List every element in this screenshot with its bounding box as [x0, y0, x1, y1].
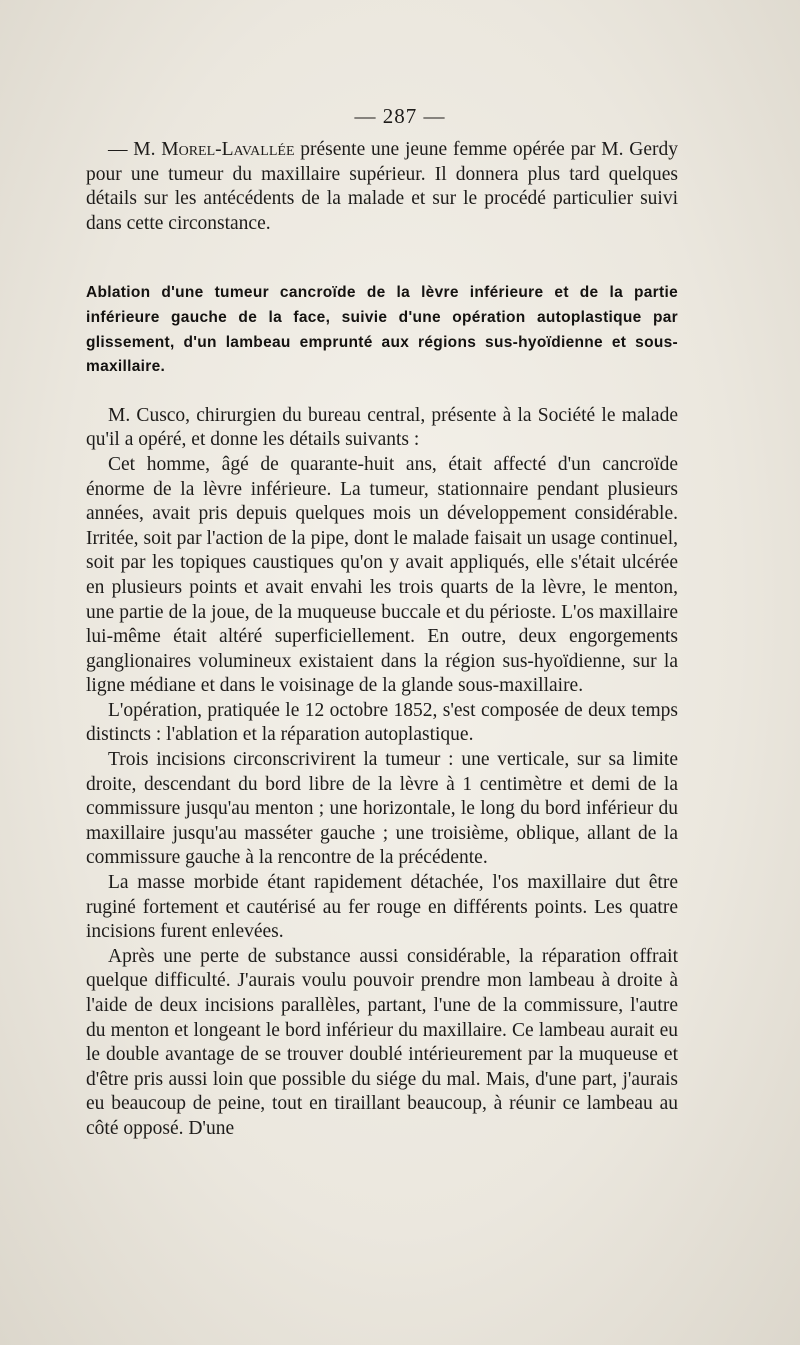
body-paragraph-5: La masse morbide étant rapidement détachée, l'os maxillaire dut être ruginé fortement et cautérisé au fer rouge en différents points. Les quatre incisions furent enlevées.	[86, 872, 678, 943]
intro-paragraph	[86, 138, 678, 236]
page-number: — 287 —	[354, 104, 446, 128]
body-paragraph-2: Cet homme, âgé de quarante-huit ans, était affecté d'un cancroïde énorme de la lèvre inférieure. La tumeur, stationnaire pendant plusieurs années, avait pris depuis quelques mois un développement considérable. Irritée, soit par l'action de la pipe, dont le malade faisait un usage continuel, soit par les topiques caustiques qu'on y avait appliqués, elle s'était ulcérée en plusieurs points et avait envahi les trois quarts de la lèvre, le menton, une partie de la joue, de la muqueuse buccale et du périoste. L'os maxillaire lui-même était altéré superficiellement. En outre, deux engorgements ganglionaires volumineux existaient dans la région sus-hyoïdienne, sur la ligne médiane et dans le voisinage de la glande sous-maxillaire.	[86, 453, 678, 697]
section-heading: Ablation d'une tumeur cancroïde de la lèvre inférieure et de la partie inférieure gauche de la face, suivie d'une opération autoplastique par glissement, d'un lambeau emprunté aux régions sus-hyoïdienne et sous-maxillaire.	[86, 284, 678, 376]
body-paragraph-6: Après une perte de substance aussi considérable, la réparation offrait quelque difficulté. J'aurais voulu pouvoir prendre mon lambeau à droite à l'aide de deux incisions parallèles, partant, l'une de la commissure, l'autre du menton et longeant le bord inférieur du maxillaire. Ce lambeau aurait eu le double avantage de se trouver doublé intérieurement par la muqueuse et d'être pris aussi loin que possible du siége du mal. Mais, d'une part, j'aurais eu beaucoup de peine, tout en tiraillant beaucoup, à réunir ce lambeau au côté opposé. D'une	[86, 945, 678, 1139]
page-body	[86, 138, 678, 1142]
body-paragraph-4: Trois incisions circonscrivirent la tumeur : une verticale, sur sa limite droite, descendant du bord libre de la lèvre à 1 centimètre et demi de la commissure jusqu'au menton ; une horizontale, le long du bord inférieur du maxillaire jusqu'au masséter gauche ; une troisième, oblique, allant de la commissure gauche à la rencontre de la précédente.	[86, 749, 678, 869]
intro-text: présente une jeune femme opérée par M. Gerdy pour une tumeur du maxillaire supérieur. Il donnera plus tard quelques détails sur les antécédents de la malade et sur le procédé particulier suivi dans cette circonstance.	[86, 139, 678, 234]
author-name: Morel-Lavallée	[161, 139, 295, 160]
body-paragraph-3: L'opération, pratiquée le 12 octobre 1852, s'est composée de deux temps distincts : l'ablation et la réparation autoplastique.	[86, 699, 678, 746]
body-paragraph-1: M. Cusco, chirurgien du bureau central, présente à la Société le malade qu'il a opéré, et donne les détails suivants :	[86, 404, 678, 451]
intro-dash: — M.	[108, 139, 162, 160]
